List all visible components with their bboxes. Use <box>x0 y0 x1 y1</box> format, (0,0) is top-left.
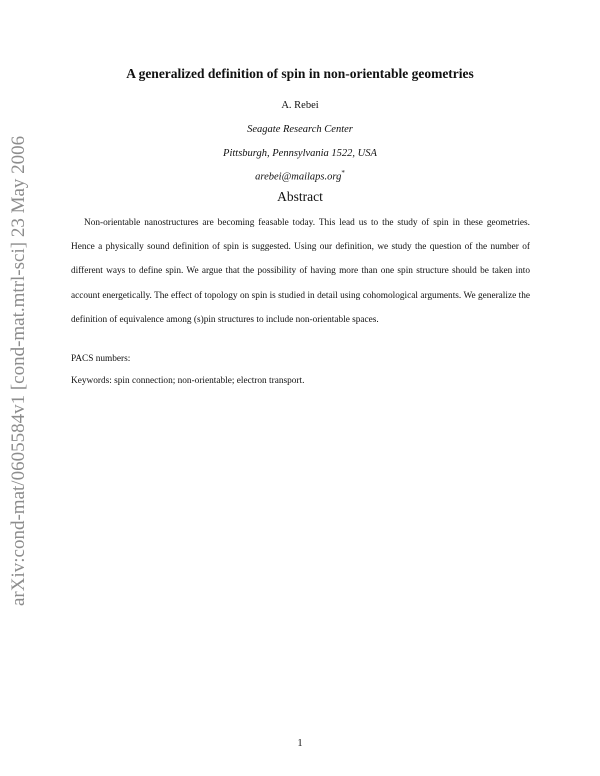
author-address: Pittsburgh, Pennsylvania 1522, USA <box>223 148 377 159</box>
author-name: A. Rebei <box>281 100 319 111</box>
abstract-body: Non-orientable nanostructures are becoming feasable today. This lead us to the study of spin in these geometries. Hence a physically sound definition of spin is suggested. Using our definition, we study the question of the number of different ways to define spin. We argue that the possibility of having more than one spin structure should be taken into account energetically. The effect of topology on spin is studied in detail using cohomological arguments. We generalize the definition of equivalence among (s)pin structures to include non-orientable spaces. <box>71 218 530 325</box>
author-email-line <box>100 169 500 183</box>
keywords-line: Keywords: spin connection; non-orientable; electron transport. <box>71 376 305 386</box>
author-email: arebei@mailaps.org <box>255 171 342 183</box>
pacs-numbers: PACS numbers: <box>71 354 131 364</box>
author-institution: Seagate Research Center <box>247 124 353 135</box>
page-number: 1 <box>297 738 303 749</box>
footnote-marker: * <box>341 169 345 177</box>
arxiv-identifier-stamp: arXiv:cond-mat/0605584v1 [cond-mat.mtrl-sci] 23 May 2006 <box>8 135 29 606</box>
paper-title: A generalized definition of spin in non-orientable geometries <box>126 66 474 81</box>
abstract-heading: Abstract <box>277 189 323 204</box>
